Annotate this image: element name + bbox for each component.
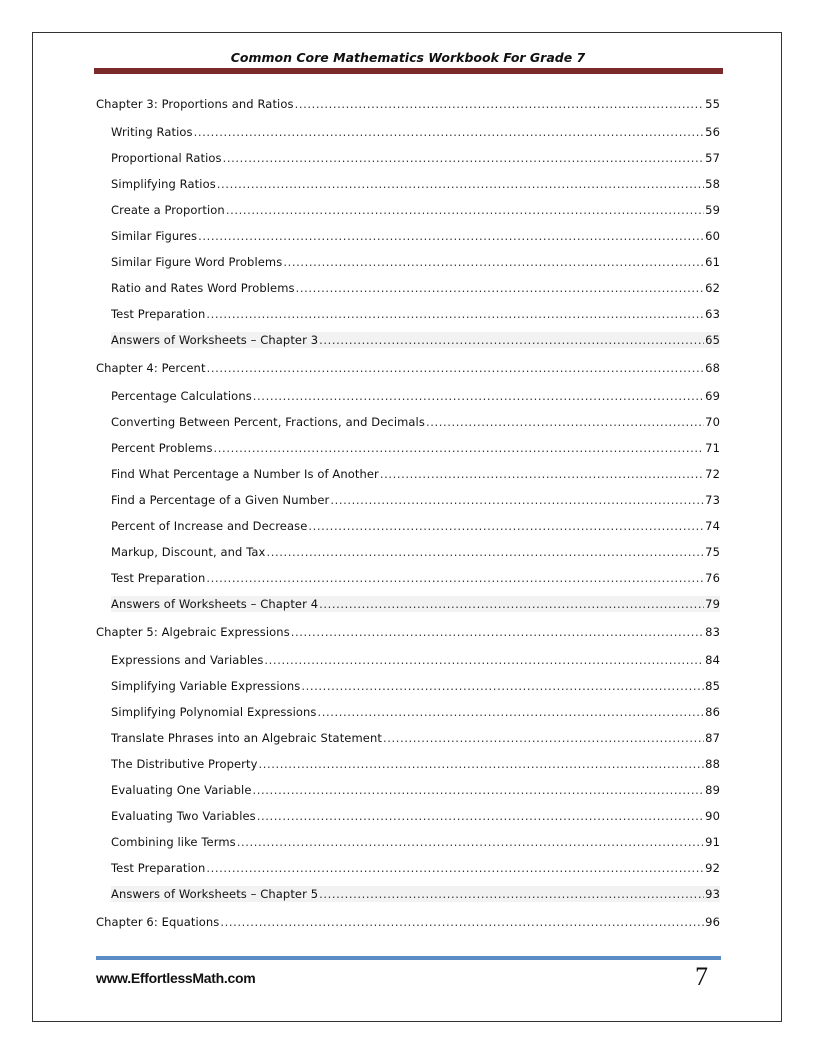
toc-entry-label: Test Preparation xyxy=(111,861,206,875)
toc-dot-leader xyxy=(266,544,704,560)
toc-entry-page-number: 76 xyxy=(705,571,720,585)
toc-entry-page-number: 92 xyxy=(705,861,720,875)
toc-dot-leader xyxy=(206,306,704,322)
toc-entry-label: Writing Ratios xyxy=(111,125,193,139)
toc-entry-label: Percentage Calculations xyxy=(111,389,252,403)
toc-section-entry[interactable] xyxy=(111,124,720,140)
page-number: 7 xyxy=(695,962,708,991)
toc-entry-page-number: 83 xyxy=(705,625,720,639)
toc-dot-leader xyxy=(194,124,705,140)
toc-dot-leader xyxy=(198,228,704,244)
toc-entry-page-number: 71 xyxy=(705,441,720,455)
toc-section-entry[interactable] xyxy=(111,466,720,482)
toc-entry-page-number: 88 xyxy=(705,757,720,771)
header-rule xyxy=(94,68,723,74)
toc-entry-page-number: 73 xyxy=(705,493,720,507)
toc-entry-label: Evaluating One Variable xyxy=(111,783,252,797)
toc-entry-label: Simplifying Variable Expressions xyxy=(111,679,301,693)
toc-entry-label: Similar Figure Word Problems xyxy=(111,255,283,269)
toc-section-entry[interactable] xyxy=(111,388,720,404)
toc-section-entry[interactable] xyxy=(111,440,720,456)
toc-entry-page-number: 58 xyxy=(705,177,720,191)
toc-section-entry[interactable] xyxy=(111,150,720,166)
footer-rule xyxy=(96,956,721,960)
toc-dot-leader xyxy=(296,280,705,296)
toc-dot-leader xyxy=(295,96,705,112)
toc-entry-label: Answers of Worksheets – Chapter 4 xyxy=(111,597,319,611)
toc-entry-page-number: 89 xyxy=(705,783,720,797)
toc-entry-label: Chapter 6: Equations xyxy=(96,915,220,929)
toc-entry-label: Proportional Ratios xyxy=(111,151,222,165)
toc-section-entry[interactable] xyxy=(111,306,720,322)
toc-section-entry[interactable] xyxy=(111,202,720,218)
toc-entry-label: Expressions and Variables xyxy=(111,653,264,667)
toc-dot-leader xyxy=(319,332,704,348)
toc-section-entry[interactable] xyxy=(111,228,720,244)
toc-chapter-entry[interactable] xyxy=(96,624,720,640)
toc-entry-page-number: 90 xyxy=(705,809,720,823)
toc-section-entry[interactable] xyxy=(111,886,720,902)
toc-section-entry[interactable] xyxy=(111,176,720,192)
toc-entry-page-number: 91 xyxy=(705,835,720,849)
toc-dot-leader xyxy=(253,388,704,404)
toc-entry-label: Test Preparation xyxy=(111,571,206,585)
toc-entry-label: Simplifying Ratios xyxy=(111,177,216,191)
toc-section-entry[interactable] xyxy=(111,596,720,612)
toc-entry-label: Find What Percentage a Number Is of Another xyxy=(111,467,379,481)
toc-section-entry[interactable] xyxy=(111,730,720,746)
toc-chapter-entry[interactable] xyxy=(96,360,720,376)
toc-chapter-entry[interactable] xyxy=(96,96,720,112)
toc-entry-page-number: 93 xyxy=(705,887,720,901)
toc-dot-leader xyxy=(308,518,704,534)
toc-dot-leader xyxy=(380,466,704,482)
toc-entry-label: Answers of Worksheets – Chapter 5 xyxy=(111,887,319,901)
toc-section-entry[interactable] xyxy=(111,280,720,296)
toc-entry-page-number: 69 xyxy=(705,389,720,403)
toc-section-entry[interactable] xyxy=(111,782,720,798)
toc-entry-label: Simplifying Polynomial Expressions xyxy=(111,705,317,719)
toc-entry-page-number: 72 xyxy=(705,467,720,481)
toc-section-entry[interactable] xyxy=(111,756,720,772)
toc-section-entry[interactable] xyxy=(111,544,720,560)
toc-dot-leader xyxy=(223,150,705,166)
toc-entry-page-number: 55 xyxy=(705,97,720,111)
footer-website[interactable]: www.EffortlessMath.com xyxy=(96,970,256,986)
toc-section-entry[interactable] xyxy=(111,704,720,720)
toc-entry-label: Combining like Terms xyxy=(111,835,236,849)
toc-entry-page-number: 62 xyxy=(705,281,720,295)
toc-section-entry[interactable] xyxy=(111,332,720,348)
toc-entry-page-number: 96 xyxy=(705,915,720,929)
toc-dot-leader xyxy=(330,492,704,508)
toc-dot-leader xyxy=(253,782,705,798)
toc-entry-label: Markup, Discount, and Tax xyxy=(111,545,266,559)
toc-entry-page-number: 61 xyxy=(705,255,720,269)
toc-entry-page-number: 87 xyxy=(705,731,720,745)
toc-section-entry[interactable] xyxy=(111,678,720,694)
toc-entry-page-number: 70 xyxy=(705,415,720,429)
toc-section-entry[interactable] xyxy=(111,518,720,534)
toc-entry-label: Translate Phrases into an Algebraic Statement xyxy=(111,731,382,745)
toc-dot-leader xyxy=(283,254,704,270)
toc-dot-leader xyxy=(206,860,704,876)
toc-dot-leader xyxy=(319,886,704,902)
toc-entry-page-number: 60 xyxy=(705,229,720,243)
toc-section-entry[interactable] xyxy=(111,860,720,876)
toc-dot-leader xyxy=(217,176,704,192)
toc-section-entry[interactable] xyxy=(111,834,720,850)
toc-entry-page-number: 59 xyxy=(705,203,720,217)
toc-dot-leader xyxy=(259,756,705,772)
toc-dot-leader xyxy=(226,202,704,218)
toc-entry-label: Test Preparation xyxy=(111,307,206,321)
toc-entry-label: Percent of Increase and Decrease xyxy=(111,519,308,533)
toc-dot-leader xyxy=(237,834,704,850)
toc-entry-page-number: 84 xyxy=(705,653,720,667)
toc-entry-page-number: 68 xyxy=(705,361,720,375)
toc-entry-page-number: 86 xyxy=(705,705,720,719)
toc-entry-page-number: 85 xyxy=(705,679,720,693)
toc-dot-leader xyxy=(426,414,704,430)
toc-dot-leader xyxy=(383,730,704,746)
toc-dot-leader xyxy=(317,704,704,720)
toc-chapter-entry[interactable] xyxy=(96,914,720,930)
toc-entry-label: Create a Proportion xyxy=(111,203,225,217)
toc-entry-label: Converting Between Percent, Fractions, and Decimals xyxy=(111,415,425,429)
toc-section-entry[interactable] xyxy=(111,652,720,668)
toc-section-entry[interactable] xyxy=(111,254,720,270)
toc-entry-label: Ratio and Rates Word Problems xyxy=(111,281,295,295)
toc-dot-leader xyxy=(220,914,704,930)
toc-dot-leader xyxy=(257,808,704,824)
toc-dot-leader xyxy=(291,624,704,640)
toc-entry-label: Find a Percentage of a Given Number xyxy=(111,493,330,507)
toc-entry-page-number: 74 xyxy=(705,519,720,533)
toc-entry-label: Chapter 5: Algebraic Expressions xyxy=(96,625,290,639)
toc-entry-label: The Distributive Property xyxy=(111,757,258,771)
toc-entry-page-number: 65 xyxy=(705,333,720,347)
toc-entry-page-number: 57 xyxy=(705,151,720,165)
toc-dot-leader xyxy=(206,570,704,586)
toc-section-entry[interactable] xyxy=(111,414,720,430)
toc-entry-label: Percent Problems xyxy=(111,441,213,455)
toc-entry-label: Chapter 3: Proportions and Ratios xyxy=(96,97,294,111)
toc-entry-label: Answers of Worksheets – Chapter 3 xyxy=(111,333,319,347)
toc-entry-label: Chapter 4: Percent xyxy=(96,361,206,375)
toc-entry-page-number: 79 xyxy=(705,597,720,611)
toc-entry-page-number: 63 xyxy=(705,307,720,321)
book-title: Common Core Mathematics Workbook For Grade 7 xyxy=(230,50,586,65)
toc-dot-leader xyxy=(214,440,705,456)
toc-dot-leader xyxy=(319,596,704,612)
toc-entry-label: Evaluating Two Variables xyxy=(111,809,256,823)
toc-dot-leader xyxy=(264,652,704,668)
toc-entry-page-number: 75 xyxy=(705,545,720,559)
toc-section-entry[interactable] xyxy=(111,492,720,508)
toc-dot-leader xyxy=(207,360,705,376)
toc-section-entry[interactable] xyxy=(111,808,720,824)
toc-dot-leader xyxy=(301,678,704,694)
toc-entry-label: Similar Figures xyxy=(111,229,198,243)
toc-entry-page-number: 56 xyxy=(705,125,720,139)
toc-section-entry[interactable] xyxy=(111,570,720,586)
